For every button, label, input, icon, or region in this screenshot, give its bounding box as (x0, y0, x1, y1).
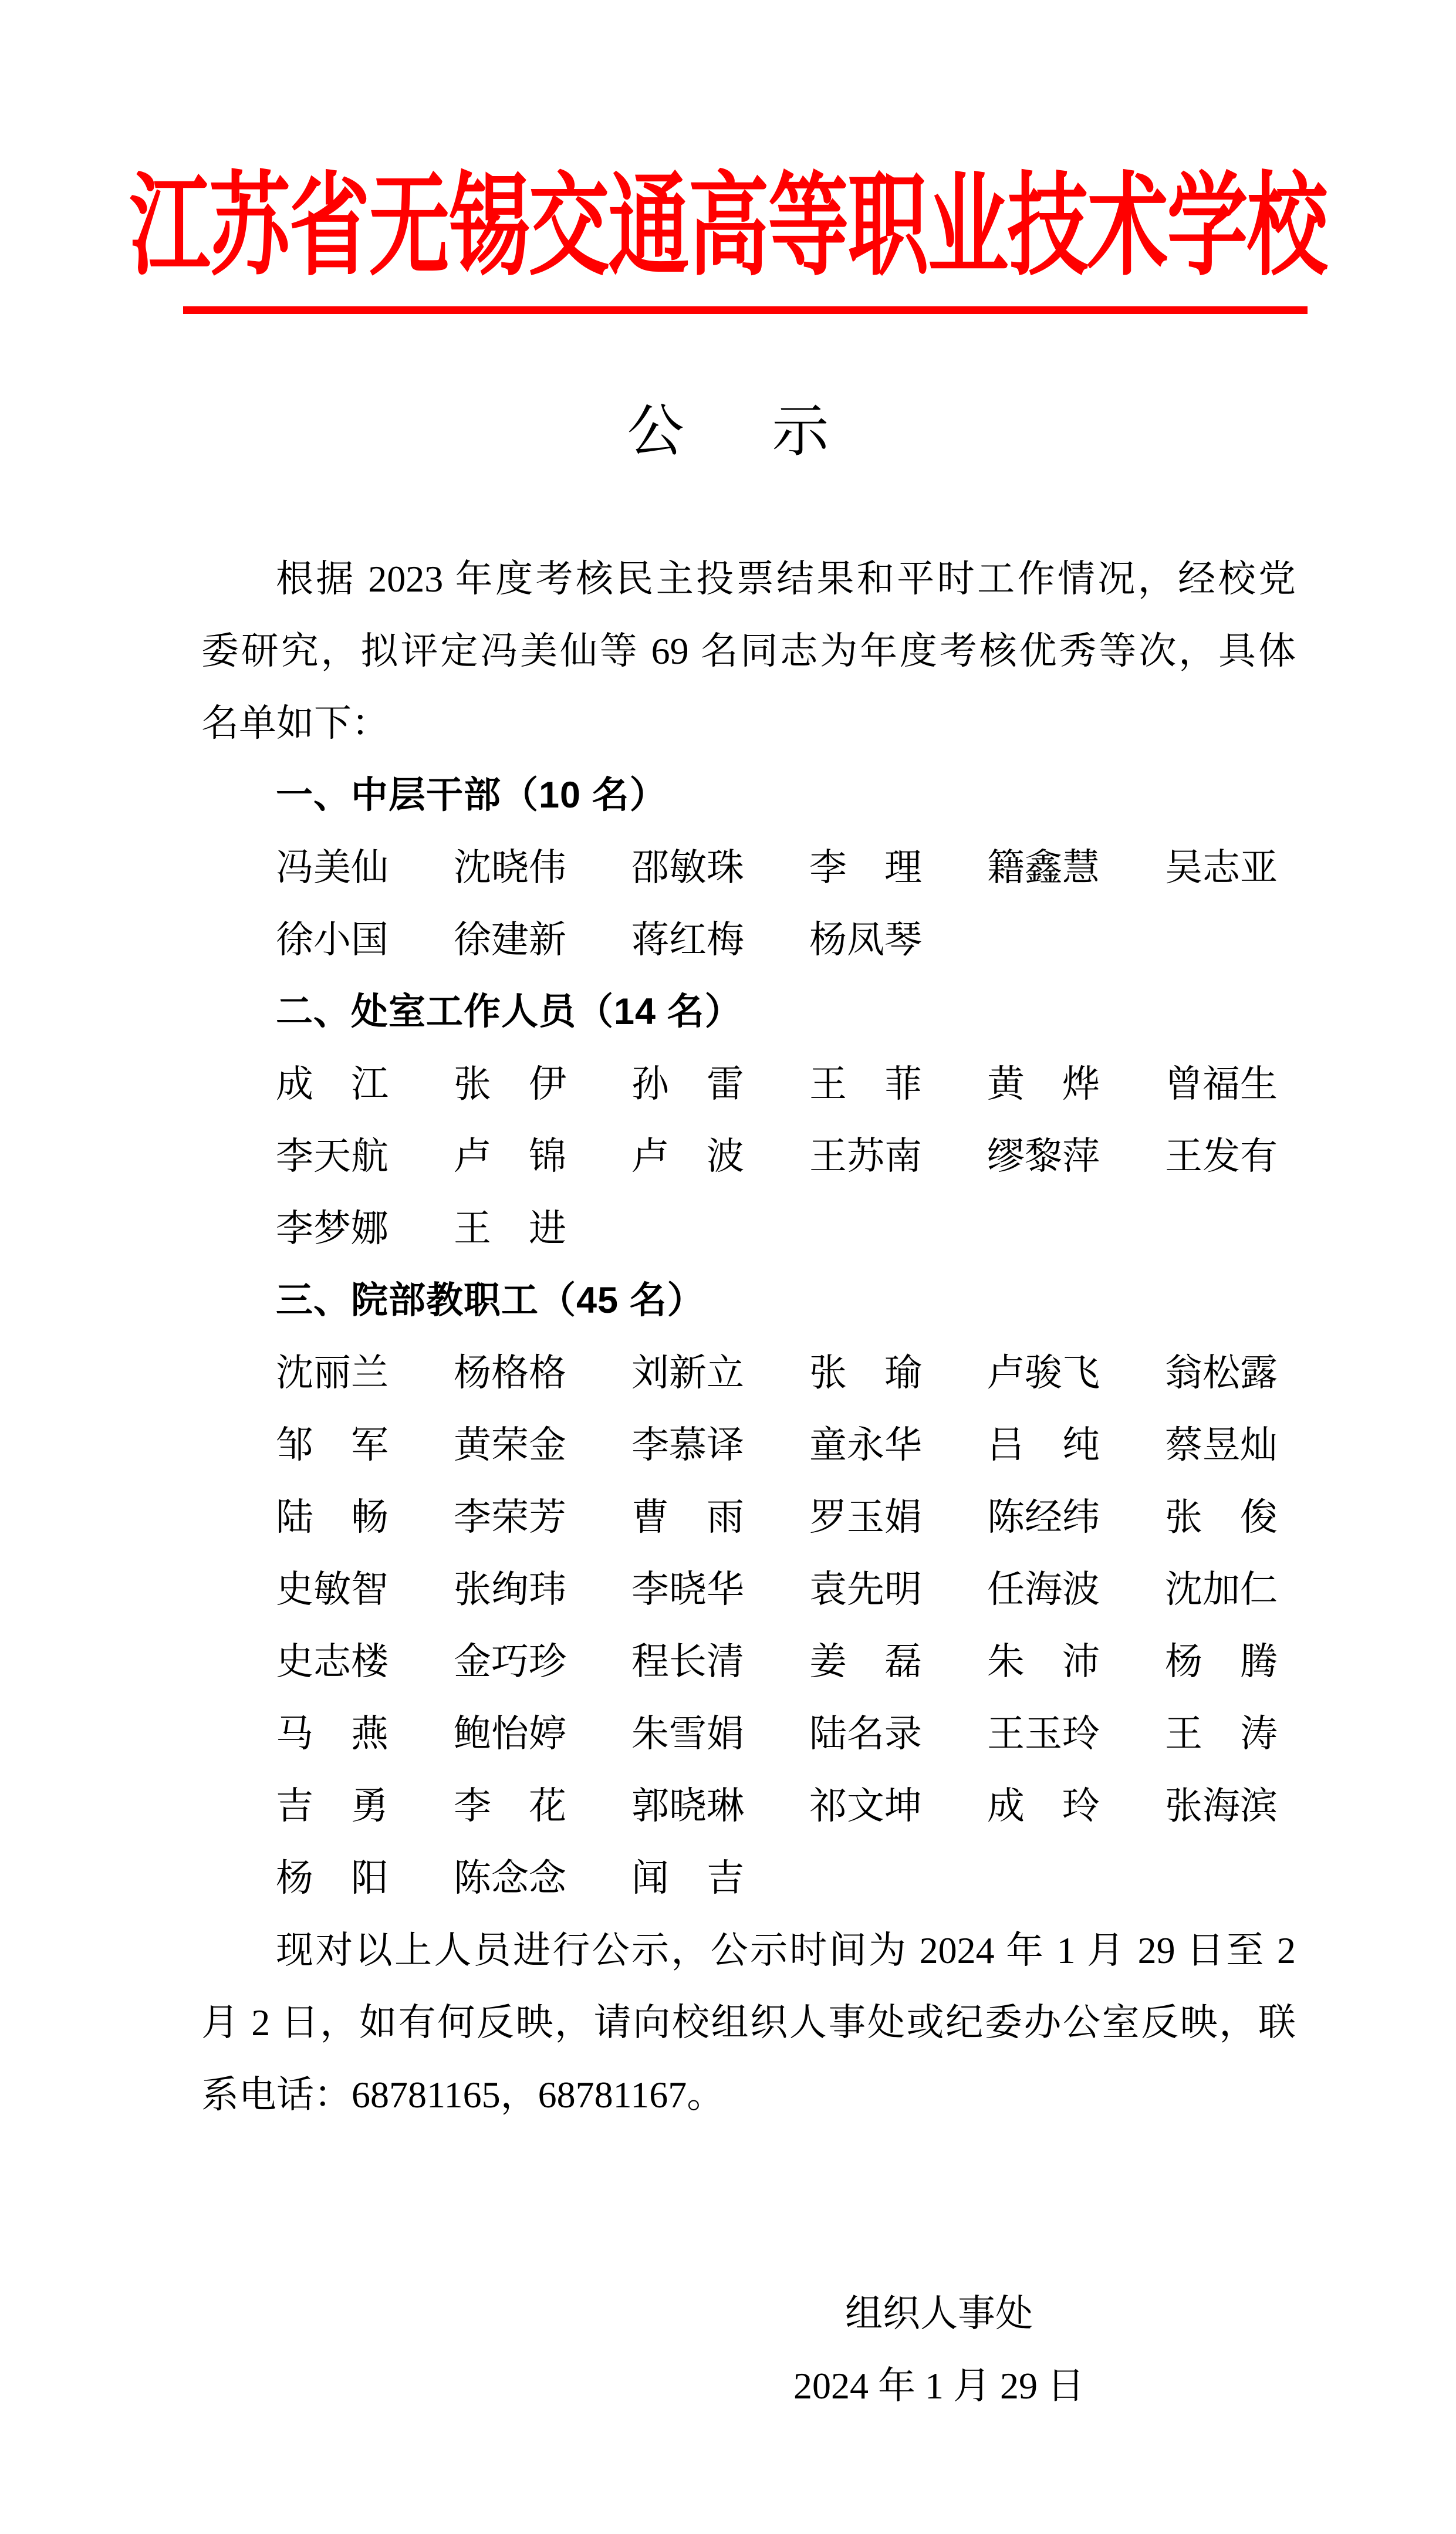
person-name: 李荣芳 (454, 1496, 566, 1538)
person-name: 冯美仙 (276, 847, 389, 888)
person-name: 卢 波 (631, 1136, 744, 1177)
person-name: 童永华 (809, 1424, 922, 1466)
person-name: 孙 雷 (631, 1063, 744, 1105)
person-name: 成 江 (276, 1063, 389, 1105)
person-name: 徐小国 (276, 919, 389, 961)
person-name: 王玉玲 (987, 1713, 1100, 1755)
person-name: 袁先明 (809, 1569, 922, 1610)
person-name: 李 花 (454, 1785, 566, 1827)
person-name: 吉 勇 (276, 1785, 389, 1827)
person-name: 卢骏飞 (987, 1352, 1100, 1394)
person-name: 邹 军 (276, 1424, 389, 1466)
person-name: 张 俊 (1165, 1496, 1278, 1538)
person-name: 王 涛 (1165, 1713, 1278, 1755)
person-name: 蔡昱灿 (1165, 1424, 1278, 1466)
person-name: 陆名录 (809, 1713, 922, 1755)
person-name: 王 菲 (809, 1063, 922, 1105)
signature-department: 组织人事处 (845, 2293, 1033, 2334)
person-name: 王 进 (454, 1208, 566, 1249)
person-name: 刘新立 (631, 1352, 744, 1394)
person-name: 朱 沛 (987, 1641, 1100, 1682)
name-row (201, 1770, 1296, 1842)
person-name: 郭晓琳 (631, 1785, 744, 1827)
person-name: 王发有 (1165, 1136, 1278, 1177)
person-name: 罗玉娟 (809, 1496, 922, 1538)
name-row (201, 832, 1296, 904)
name-row (201, 1842, 1296, 1914)
person-name: 鲍怡婷 (454, 1713, 566, 1755)
person-name: 任海波 (987, 1569, 1100, 1610)
notice-body (201, 543, 1296, 2131)
closing-line-1: 现对以上人员进行公示，公示时间为 2024 年 1 月 29 日至 2 (276, 1930, 1296, 1971)
person-name: 马 燕 (276, 1713, 389, 1755)
name-row (201, 1337, 1296, 1409)
notice-title-char-shi: 示 (772, 400, 829, 463)
name-row (201, 1481, 1296, 1553)
person-name: 张 瑜 (809, 1352, 922, 1394)
person-name: 史志楼 (276, 1641, 389, 1682)
person-name: 李晓华 (631, 1569, 744, 1610)
closing-line-3: 系电话：68781165，68781167。 (201, 2074, 725, 2116)
person-name: 金巧珍 (454, 1641, 566, 1682)
person-name: 缪黎萍 (987, 1136, 1100, 1177)
notice-title-char-gong: 公 (627, 400, 684, 463)
sections-container (201, 759, 1296, 1914)
person-name: 曾福生 (1165, 1063, 1278, 1105)
person-name: 张 伊 (454, 1063, 566, 1105)
intro-line-2: 委研究，拟评定冯美仙等 69 名同志为年度考核优秀等次，具体 (201, 630, 1296, 672)
person-name: 姜 磊 (809, 1641, 922, 1682)
section-heading-3: 三、院部教职工（45 名） (276, 1280, 705, 1321)
person-name: 王苏南 (809, 1136, 922, 1177)
name-row (201, 1192, 1296, 1265)
person-name: 杨 腾 (1165, 1641, 1278, 1682)
name-row (201, 1048, 1296, 1120)
person-name: 蒋红梅 (631, 919, 744, 961)
name-row (201, 904, 1296, 976)
person-name: 黄荣金 (454, 1424, 566, 1466)
closing-line-2: 月 2 日，如有何反映，请向校组织人事处或纪委办公室反映，联 (201, 2002, 1296, 2043)
person-name: 吴志亚 (1165, 847, 1278, 888)
person-name: 沈丽兰 (276, 1352, 389, 1394)
person-name: 陈经纬 (987, 1496, 1100, 1538)
person-name: 徐建新 (454, 919, 566, 961)
person-name: 李慕译 (631, 1424, 744, 1466)
person-name: 沈加仁 (1165, 1569, 1278, 1610)
signature-date: 2024 年 1 月 29 日 (793, 2365, 1085, 2407)
person-name: 史敏智 (276, 1569, 389, 1610)
person-name: 邵敏珠 (631, 847, 744, 888)
person-name: 卢 锦 (454, 1136, 566, 1177)
person-name: 张绚玮 (454, 1569, 566, 1610)
person-name: 沈晓伟 (454, 847, 566, 888)
signature-block (657, 2278, 1221, 2422)
person-name: 成 玲 (987, 1785, 1100, 1827)
person-name: 杨格格 (454, 1352, 566, 1394)
name-row (201, 1409, 1296, 1481)
name-row (201, 1698, 1296, 1770)
person-name: 杨 阳 (276, 1857, 389, 1899)
person-name: 陆 畅 (276, 1496, 389, 1538)
person-name: 李梦娜 (276, 1208, 389, 1249)
person-name: 李天航 (276, 1136, 389, 1177)
section-heading-2: 二、处室工作人员（14 名） (276, 991, 742, 1032)
person-name: 张海滨 (1165, 1785, 1278, 1827)
intro-line-1: 根据 2023 年度考核民主投票结果和平时工作情况，经校党 (276, 558, 1296, 600)
school-name-title: 江苏省无锡交通高等职业技术学校 (129, 164, 1327, 289)
person-name: 黄 烨 (987, 1063, 1100, 1105)
person-name: 程长清 (631, 1641, 744, 1682)
person-name: 祁文坤 (809, 1785, 922, 1827)
name-row (201, 1120, 1296, 1192)
name-row (201, 1553, 1296, 1626)
person-name: 籍鑫慧 (987, 847, 1100, 888)
person-name: 曹 雨 (631, 1496, 744, 1538)
red-divider-line (183, 306, 1308, 314)
person-name: 吕 纯 (987, 1424, 1100, 1466)
person-name: 朱雪娟 (631, 1713, 744, 1755)
person-name: 翁松露 (1165, 1352, 1278, 1394)
section-heading-1: 一、中层干部（10 名） (276, 775, 667, 816)
notice-title (0, 398, 1456, 466)
name-row (201, 1626, 1296, 1698)
person-name: 陈念念 (454, 1857, 566, 1899)
person-name: 杨凤琴 (809, 919, 922, 961)
person-name: 李 理 (809, 847, 922, 888)
intro-line-3: 名单如下： (201, 702, 389, 744)
person-name: 闻 吉 (631, 1857, 744, 1899)
